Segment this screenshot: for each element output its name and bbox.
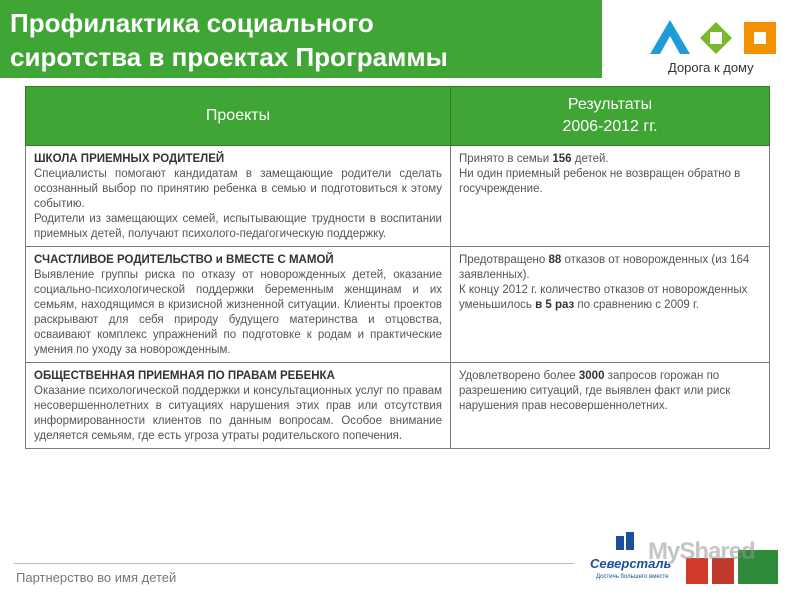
result-number: 88 bbox=[548, 254, 562, 266]
result-text: Ни один приемный ребенок не возвращен обратно в госучреждение. bbox=[459, 168, 741, 195]
result-number: 3000 bbox=[578, 370, 605, 382]
project-title: ОБЩЕСТВЕННАЯ ПРИЕМНАЯ ПО ПРАВАМ РЕБЕНКА bbox=[34, 370, 335, 382]
table-header-row bbox=[26, 87, 770, 146]
result-text-part: запросов горожан по разрешению ситуаций, где выявлен факт или риск нарушения прав несовершеннолетних. bbox=[459, 370, 731, 412]
table-row bbox=[26, 146, 770, 247]
page-title-line1: Профилактика социального bbox=[10, 8, 374, 38]
result-cell bbox=[451, 247, 770, 363]
project-title: ШКОЛА ПРИЕМНЫХ РОДИТЕЛЕЙ bbox=[34, 153, 225, 165]
result-text-part: по сравнению с 2009 г. bbox=[574, 299, 699, 311]
page-title bbox=[10, 6, 590, 74]
project-description: Оказание психологической поддержки и консультационных услуг по правам несовершеннолетних в ситуациях нарушения этих прав или отсутствия информированности клиентов по данным вопросам. Особое внимание уделяется семьям, где есть угроза утраты родительского попечения. bbox=[34, 385, 442, 442]
project-cell bbox=[26, 247, 451, 363]
footer-divider bbox=[14, 563, 574, 564]
results-header-line1: Результаты bbox=[567, 96, 653, 113]
page-title-line2: сиротства в проектах Программы bbox=[10, 42, 448, 72]
project-cell bbox=[26, 146, 451, 247]
result-text bbox=[459, 152, 761, 167]
watermark: MyShared bbox=[648, 538, 755, 565]
results-header-line2: 2006-2012 гг. bbox=[562, 118, 658, 135]
header-bar bbox=[0, 0, 602, 78]
project-cell bbox=[26, 363, 451, 449]
column-header-results bbox=[451, 87, 770, 146]
project-description: Родители из замещающих семей, испытывающие трудности в воспитании приемных детей, получают психолого-педагогическую поддержку. bbox=[34, 213, 442, 240]
table-row bbox=[26, 363, 770, 449]
result-text-part: отказов от новорожденных (из 164 заявленных). bbox=[459, 254, 750, 281]
result-cell bbox=[451, 363, 770, 449]
result-text-part: Предотвращено bbox=[459, 254, 549, 266]
result-number: в 5 раз bbox=[535, 299, 575, 311]
project-description: Выявление группы риска по отказу от новорожденных детей, оказание социально-психологической поддержки беременным женщинам и их семьям, находящимся в кризисной жизненной ситуации. Клиенты проектов раскрывают для себя природу будущего материнства и отцовства, осваивают комплекс упражнений по подготовке к родам и практические умения по уходу за новорожденным. bbox=[34, 269, 442, 356]
result-text bbox=[459, 369, 761, 414]
table-row bbox=[26, 247, 770, 363]
project-description: Специалисты помогают кандидатам в замещающие родители сделать осознанный выбор по принятию ребенка в семью и подготовиться к этому событию. bbox=[34, 168, 442, 210]
footer-text: Партнерство во имя детей bbox=[16, 570, 177, 585]
result-text-part: Удовлетворено более bbox=[459, 370, 579, 382]
result-text-part: К концу 2012 г. количество отказов от новорожденных уменьшилось bbox=[459, 284, 748, 311]
result-text-part: Принято в семьи bbox=[459, 153, 553, 165]
result-text-part: детей. bbox=[571, 153, 609, 165]
logo-caption: Дорога к дому bbox=[668, 60, 754, 75]
result-number: 156 bbox=[552, 153, 572, 165]
result-text bbox=[459, 253, 761, 283]
result-cell bbox=[451, 146, 770, 247]
sponsor-name: Северсталь bbox=[590, 556, 672, 571]
sponsor-tagline: Достичь большего вместе bbox=[596, 574, 669, 580]
projects-table bbox=[25, 86, 770, 449]
column-header-projects: Проекты bbox=[26, 87, 451, 146]
project-title: СЧАСТЛИВОЕ РОДИТЕЛЬСТВО и ВМЕСТЕ С МАМОЙ bbox=[34, 254, 334, 266]
result-text bbox=[459, 283, 761, 313]
